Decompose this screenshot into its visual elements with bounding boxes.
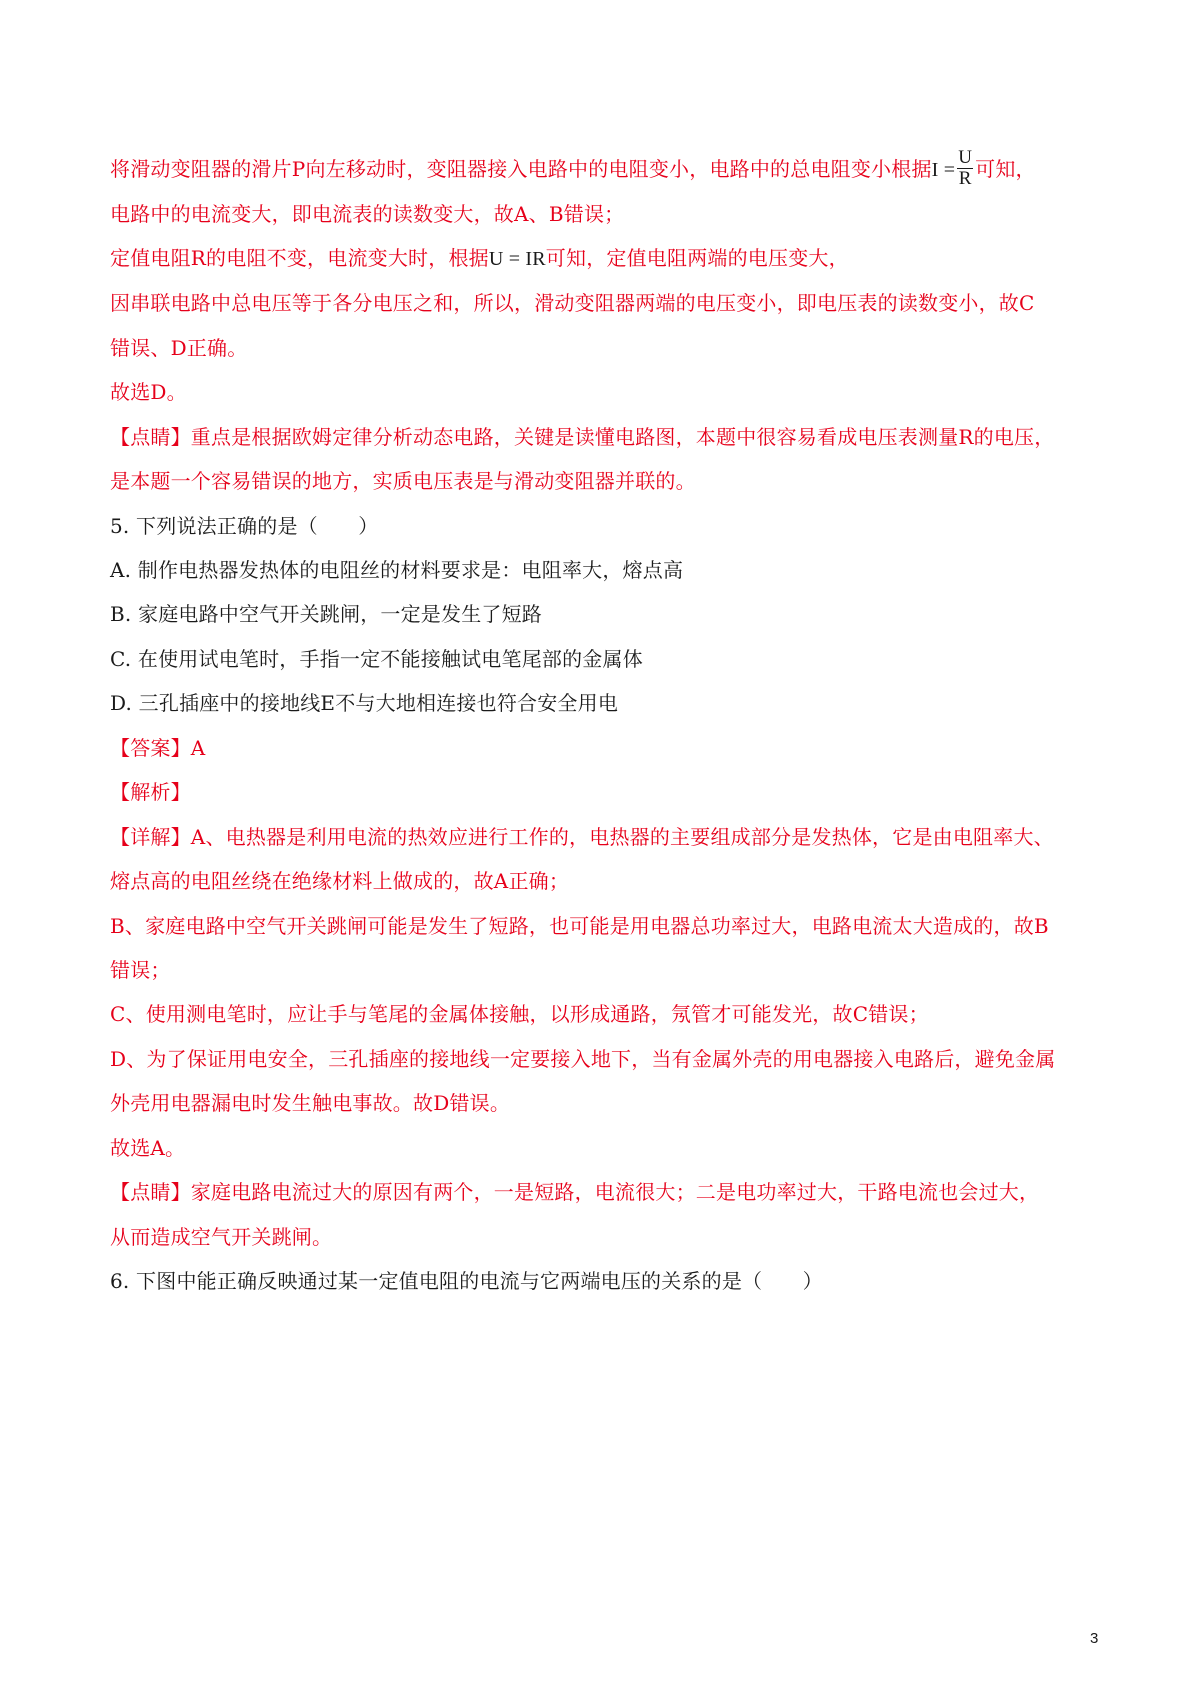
analysis-line-1: [110, 147, 1036, 191]
question-5-option-a: A. 制作电热器发热体的电阻丝的材料要求是：电阻率大，熔点高: [110, 558, 684, 582]
detail-line-3: B、家庭电路中空气开关跳闸可能是发生了短路，也可能是用电器总功率过大，电路电流太大造成的，故B: [110, 914, 1049, 938]
analysis-text: 将滑动变阻器的滑片P向左移动时，变阻器接入电路中的电阻变小，电路中的总电阻变小根据: [110, 157, 932, 181]
analysis-line-3: [110, 244, 849, 273]
question-5-answer: 【答案】A: [110, 736, 206, 760]
question-5-option-b: B. 家庭电路中空气开关跳闸，一定是发生了短路: [110, 602, 543, 626]
analysis-line-2: 电路中的电流变大，即电流表的读数变大，故A、B错误；: [110, 202, 625, 226]
detail-line-1: 【详解】A、电热器是利用电流的热效应进行工作的，电热器的主要组成部分是发热体，它是由电阻率大、: [110, 825, 1054, 849]
formula-u-ir: U = IR: [488, 248, 546, 270]
fraction-numerator: U: [958, 147, 973, 168]
question-5-option-c: C. 在使用试电笔时，手指一定不能接触试电笔尾部的金属体: [110, 647, 643, 671]
detail-line-7: 外壳用电器漏电时发生触电事故。故D错误。: [110, 1091, 511, 1115]
comment-line-1: 【点睛】重点是根据欧姆定律分析动态电路，关键是读懂电路图，本题中很容易看成电压表测量R的电压，: [110, 425, 1055, 449]
fraction-u-over-r: [957, 148, 973, 189]
question-6-stem: 6. 下图中能正确反映通过某一定值电阻的电流与它两端电压的关系的是（ ）: [110, 1269, 823, 1293]
comment-line-2: 是本题一个容易错误的地方，实质电压表是与滑动变阻器并联的。: [110, 469, 696, 493]
analysis-text: 可知，: [975, 157, 1036, 181]
analysis-line-5: 错误、D正确。: [110, 336, 248, 360]
page-number: 3: [1090, 1630, 1099, 1647]
question-5-stem: 5. 下列说法正确的是（ ）: [110, 514, 379, 538]
analysis-text: 可知，定值电阻两端的电压变大，: [545, 246, 849, 270]
detail-line-2: 熔点高的电阻丝绕在绝缘材料上做成的，故A正确；: [110, 869, 570, 893]
fraction-denominator: R: [958, 168, 972, 189]
analysis-line-4: 因串联电路中总电压等于各分电压之和，所以，滑动变阻器两端的电压变小，即电压表的读数变小，故C: [110, 291, 1035, 315]
question-5-comment-line-1: 【点睛】家庭电路电流过大的原因有两个，一是短路，电流很大；二是电功率过大，干路电流也会过大，: [110, 1180, 1040, 1204]
analysis-text: 定值电阻R的电阻不变，电流变大时，根据: [110, 246, 489, 270]
formula-lhs: I =: [931, 159, 956, 181]
detail-line-4: 错误；: [110, 958, 171, 982]
question-5-comment-line-2: 从而造成空气开关跳闸。: [110, 1225, 333, 1249]
question-5-analysis-label: 【解析】: [110, 780, 191, 804]
analysis-choice: 故选D。: [110, 380, 187, 404]
detail-line-5: C、使用测电笔时，应让手与笔尾的金属体接触，以形成通路，氖管才可能发光，故C错误；: [110, 1002, 929, 1026]
question-5-option-d: D. 三孔插座中的接地线E不与大地相连接也符合安全用电: [110, 691, 619, 715]
detail-line-6: D、为了保证用电安全，三孔插座的接地线一定要接入地下，当有金属外壳的用电器接入电路后，避免金属: [110, 1047, 1056, 1071]
question-5-choice: 故选A。: [110, 1136, 186, 1160]
